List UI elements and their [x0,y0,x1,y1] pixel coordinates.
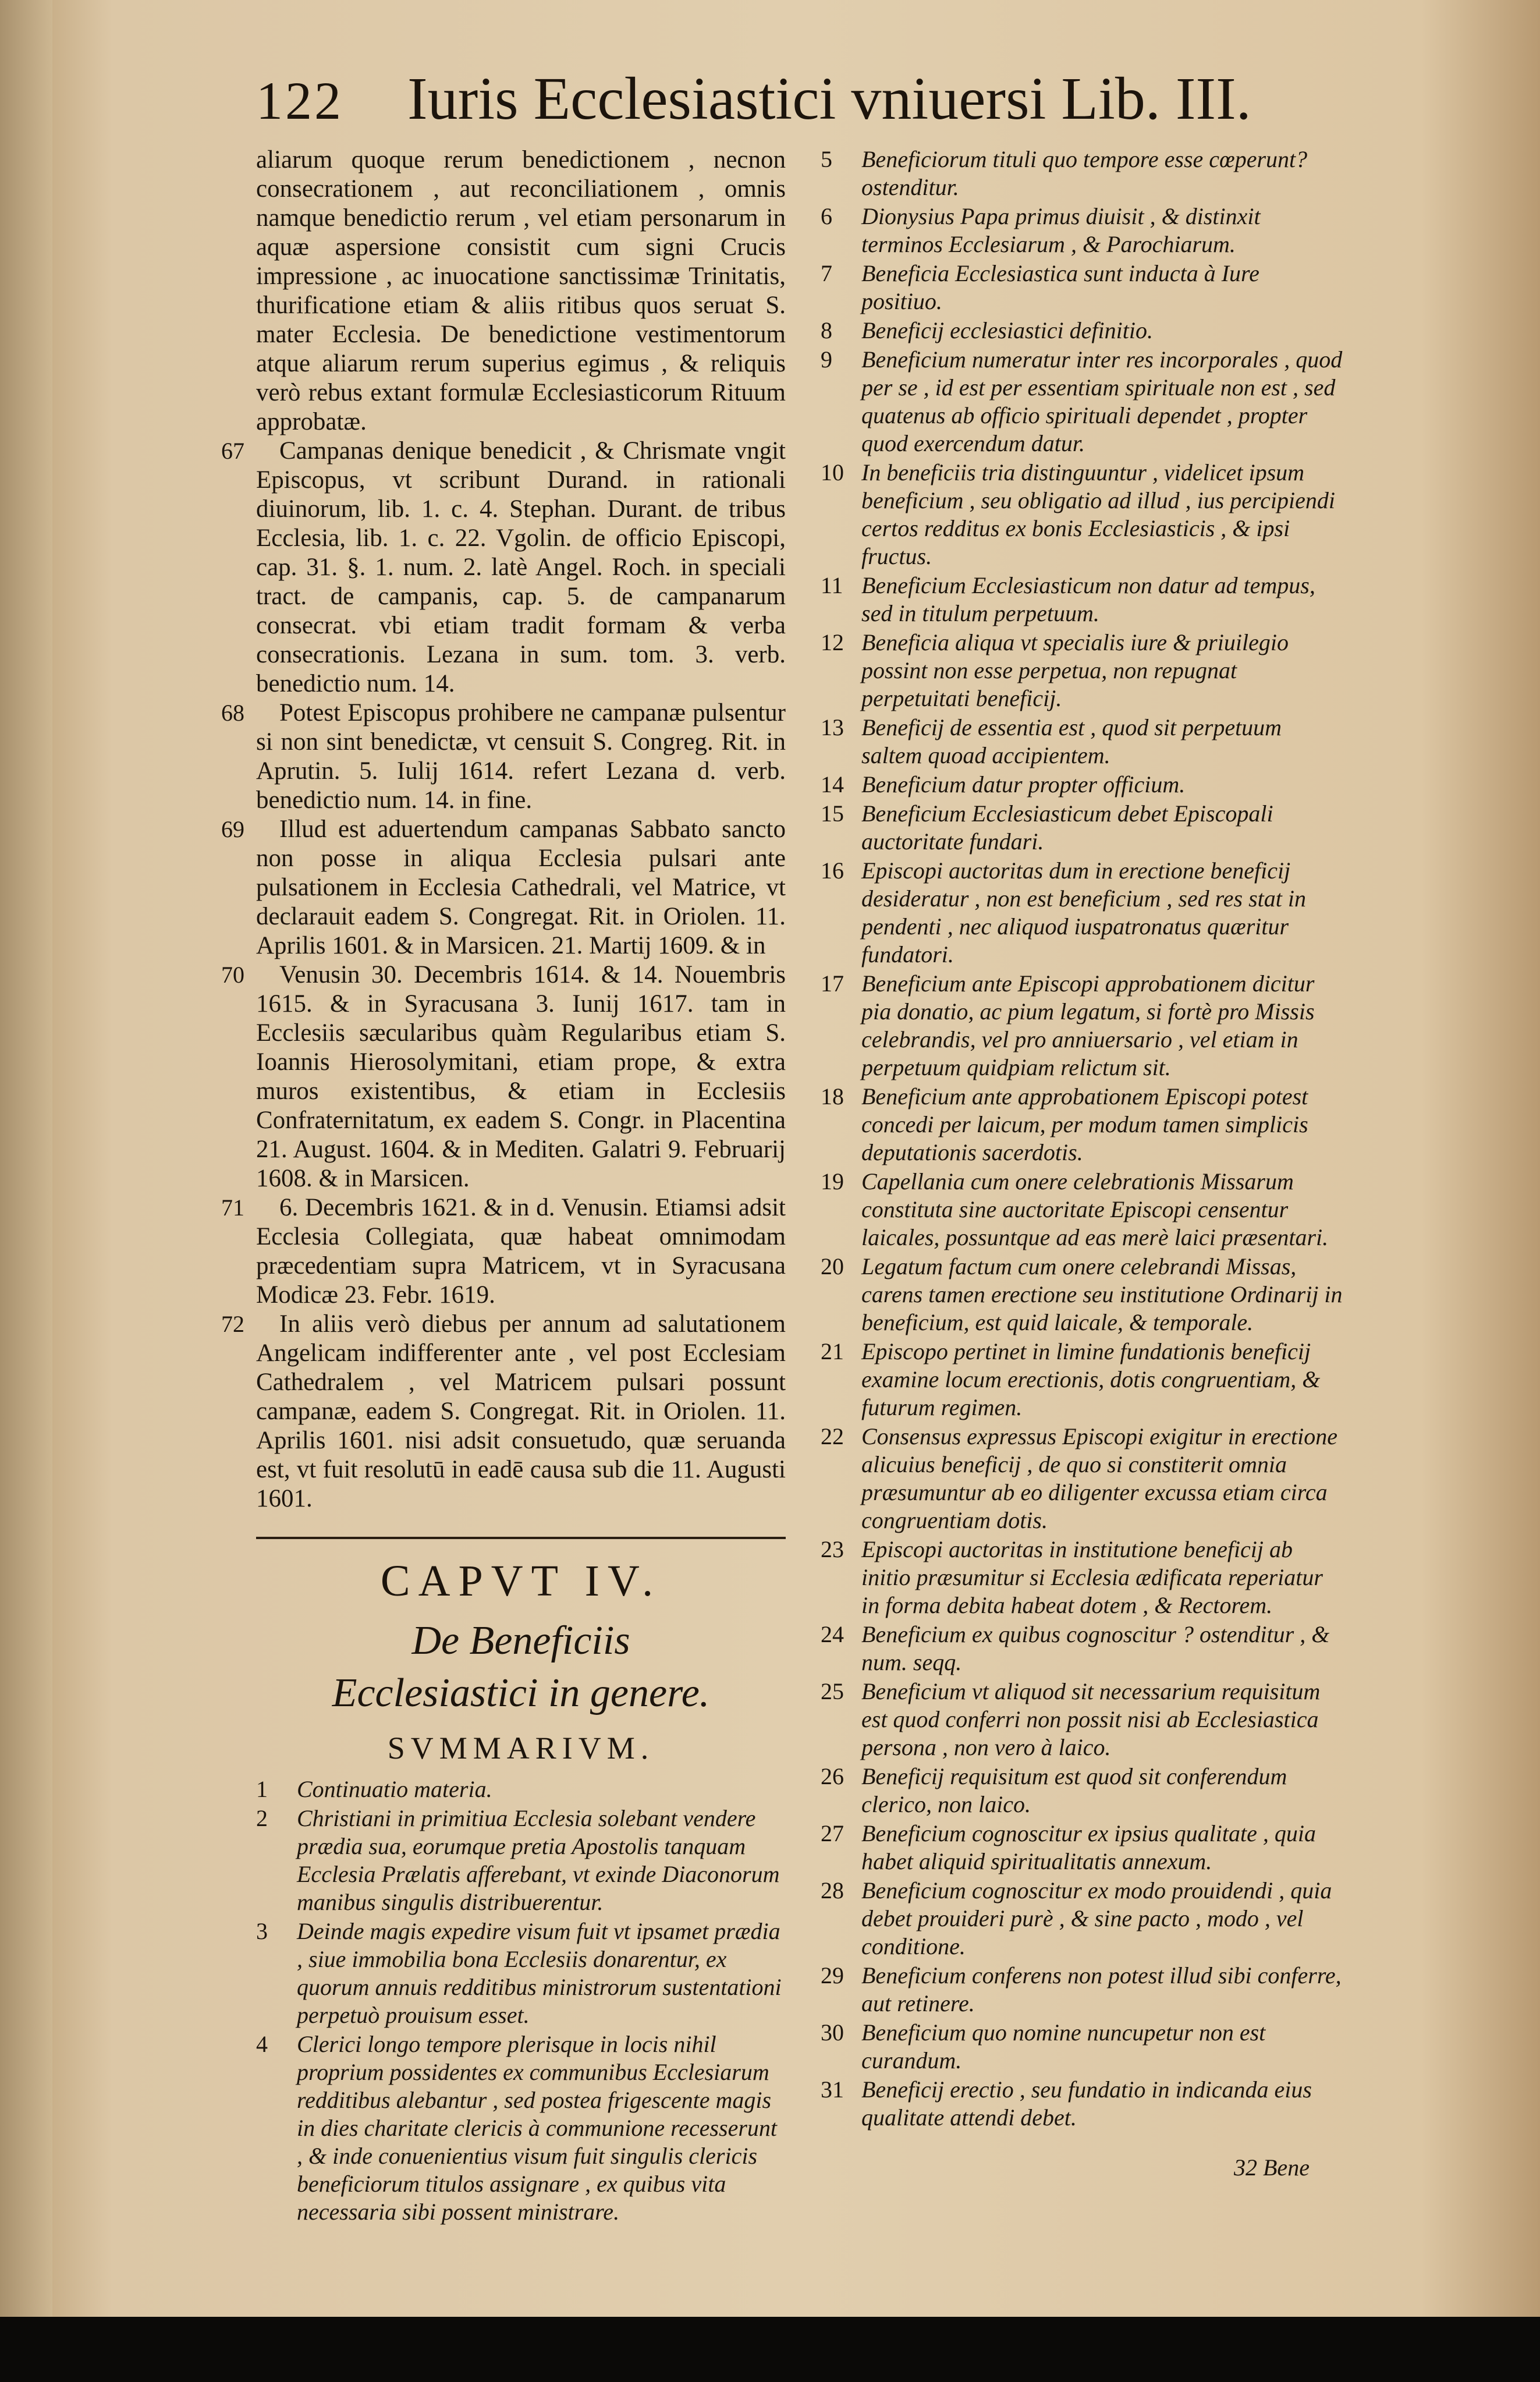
summary-text: Beneficiorum tituli quo tempore esse cœperunt? ostenditur. [861,146,1308,200]
summary-text: Beneficium numeratur inter res incorporales , quod per se , id est per essentiam spirituale non est , sed quatenus ab officio spirituali dependet , propter quod exercendum datur. [861,346,1343,456]
summary-item [256,1805,786,1916]
summary-item [821,629,1344,713]
summary-number: 24 [821,1621,844,1647]
page-gutter-shadow [0,0,52,2317]
right-column [821,146,1344,2133]
margin-number: 70 [221,962,244,988]
summary-number: 30 [821,2019,844,2046]
summary-text: Beneficij ecclesiastici definitio. [861,317,1153,343]
summary-text: Continuatio materia. [297,1776,492,1802]
summary-item [821,459,1344,570]
summary-text: Dionysius Papa primus diuisit , & distinxit terminos Ecclesiarum , & Parochiarum. [861,203,1261,257]
page-number: 122 [256,71,343,130]
summary-item [821,1678,1344,1761]
summary-number: 13 [821,714,844,740]
summary-item [821,2019,1344,2075]
summary-item [821,857,1344,969]
summary-item [821,1820,1344,1876]
summary-item [821,714,1344,770]
summary-text: Christiani in primitiua Ecclesia solebant vendere prædia sua, eorumque pretia Apostolis tanquam Ecclesia Prælatis afferebant, vt exinde Diaconorum manibus singulis distribuerentur. [297,1805,780,1915]
summary-item [821,203,1344,258]
summary-number: 15 [821,800,844,827]
summary-number: 20 [821,1253,844,1279]
running-title: Iuris Ecclesiastici vniuersi Lib. III. [407,65,1251,132]
body-paragraph [221,960,786,1193]
summary-item [821,1621,1344,1676]
summary-text: Episcopi auctoritas in institutione beneficij ab initio præsumitur si Ecclesia ædificata reperiatur in forma debita habeat dotem , & Rectorem. [861,1536,1323,1618]
summary-number: 12 [821,629,844,655]
summary-text: Beneficium Ecclesiasticum non datur ad tempus, sed in titulum perpetuum. [861,572,1315,626]
summary-number: 31 [821,2076,844,2103]
summary-text: Beneficia aliqua vt specialis iure & priuilegio possint non esse perpetua, non repugnat perpetuitati beneficij. [861,629,1289,711]
paragraph-text: Illud est aduertendum campanas Sabbato sancto non posse in aliqua Ecclesia pulsari ante pulsationem in Ecclesia Cathedrali, vel Matrice, vt declarauit eadem S. Congregat. Rit. in Oriolen. 11. Aprilis 1601. & in Marsicen. 21. Martij 1609. & in [256,816,786,959]
summary-item [821,572,1344,628]
margin-number: 68 [221,700,244,726]
scan-bottom-border [0,2317,1540,2382]
summary-text: Deinde magis expedire visum fuit vt ipsamet prædia , siue immobilia bona Ecclesiis donarentur, ex quorum annuis redditibus ministrorum sustentationi perpetuò prouisum esset. [297,1918,782,2028]
summary-number: 9 [821,346,832,373]
summary-item [821,1962,1344,2018]
summary-number: 17 [821,970,844,997]
body-paragraph [221,815,786,960]
body-paragraph [221,1310,786,1513]
margin-number: 71 [221,1194,244,1221]
right-summary-list [821,146,1344,2132]
summary-number: 19 [821,1168,844,1194]
body-paragraph [221,1193,786,1310]
summary-text: Episcopi auctoritas dum in erectione beneficij desideratur , non est beneficium , sed res stat in pendenti , nec aliquod iuspatronatus quæritur fundatori. [861,857,1306,967]
paragraph-text: In aliis verò diebus per annum ad salutationem Angelicam indifferenter ante , vel post Ecclesiam Cathedralem , vel Matricem pulsari possunt campanæ, eadem S. Congregat. Rit. in Oriolen. 11. Aprilis 1601. nisi adsit consuetudo, quæ seruanda est, vt fuit resolutū in eadē causa sub die 11. Augusti 1601. [256,1310,786,1512]
summary-item [821,970,1344,1082]
chapter-rule [256,1537,786,1539]
summary-number: 3 [256,1918,268,1944]
summary-text: Beneficium ex quibus cognoscitur ? ostenditur , & num. seqq. [861,1621,1330,1675]
summary-item [821,1763,1344,1819]
summary-text: Beneficium ante Episcopi approbationem dicitur pia donatio, ac pium legatum, si fortè pro Missis celebrandis, vel pro anniuersario , vel etiam in perpetuum quidpiam relictum sit. [861,970,1315,1080]
body-paragraph [256,146,786,437]
summary-number: 16 [821,857,844,884]
chapter-heading: CAPVT IV. [380,1557,662,1605]
left-paragraphs [221,146,786,1513]
page-header [256,47,1362,146]
summary-text: Beneficium ante approbationem Episcopi potest concedi per laicum, per modum tamen simplicis deputationis sacerdotis. [861,1083,1308,1165]
summary-item [821,2076,1344,2132]
paragraph-text: 6. Decembris 1621. & in d. Venusin. Etiamsi adsit Ecclesia Collegiata, quæ habeat omnimodam præcedentiam supra Matricem, vt in Syracusana Modicæ 23. Febr. 1619. [256,1194,786,1309]
margin-number: 69 [221,816,244,842]
summary-item [821,317,1344,345]
summary-item [256,2030,786,2226]
summary-text: Legatum factum cum onere celebrandi Missas, carens tamen erectione seu institutione Ordinarij in beneficium, est quid laicale, & temporale. [861,1253,1343,1335]
paragraph-text: Campanas denique benedicit , & Chrismate vngit Episcopus, vt scribunt Durand. in rationali diuinorum, lib. 1. c. 4. Stephan. Durant. de tribus Ecclesia, lib. 1. c. 22. Vgolin. de officio Episcopi, cap. 31. §. 1. num. 2. latè Angel. Roch. in speciali tract. de campanis, cap. 5. de campanarum consecrat. vbi etiam tradit formam & verba consecrationis. Lezana in sum. tom. 3. verb. benedictio num. 14. [256,437,786,697]
catchword: 32 Bene [1234,2154,1310,2181]
summary-item [821,146,1344,201]
summary-number: 18 [821,1083,844,1110]
summary-item [821,260,1344,316]
summary-number: 5 [821,146,832,172]
summary-number: 6 [821,203,832,229]
summary-item [821,1083,1344,1167]
paragraph-text: aliarum quoque rerum benedictionem , necnon consecrationem , aut reconciliationem , omnis namque benedictio rerum , vel etiam personarum in aquæ aspersione consistit cum signi Crucis impressione , ac inuocatione sanctissimæ Trinitatis, thurificatione etiam & aliis ritibus quos seruat S. mater Ecclesia. De benedictione vestimentorum atque aliarum rerum superius egimus , & reliquis verò rebus extant formulæ Ecclesiasticorum Rituum approbatæ. [256,146,786,435]
paragraph-text: Venusin 30. Decembris 1614. & 14. Nouembris 1615. & in Syracusana 3. Iunij 1617. tam in Ecclesiis sæcularibus quàm Regularibus etiam S. Ioannis Hierosolymitani, etiam prope, & extra muros existentibus, & etiam in Ecclesiis Confraternitatum, ex eadem S. Congr. in Placentina 21. August. 1604. & in Mediten. Galatri 9. Februarij 1608. & in Marsicen. [256,961,786,1192]
summary-text: Beneficij de essentia est , quod sit perpetuum saltem quoad accipientem. [861,714,1282,768]
summary-text: Beneficij requisitum est quod sit conferendum clerico, non laico. [861,1763,1287,1817]
summary-heading: SVMMARIVM. [387,1731,655,1766]
summary-text: Beneficium datur propter officium. [861,771,1186,797]
summary-item [821,1536,1344,1619]
summary-item [821,771,1344,799]
paragraph-text: Potest Episcopus prohibere ne campanæ pulsentur si non sint benedictæ, vt censuit S. Congreg. Rit. in Aprutin. 5. Iulij 1614. refert Lezana d. verb. benedictio num. 14. in fine. [256,699,786,814]
summary-text: Beneficium conferens non potest illud sibi conferre, aut retinere. [861,1962,1342,2016]
summary-text: Consensus expressus Episcopi exigitur in erectione alicuius beneficij , de quo si constiterit omnia præsumuntur ab eo diligenter excussa etiam circa congruentiam dotis. [861,1423,1338,1533]
summary-text: Beneficium vt aliquod sit necessarium requisitum est quod conferri non possit nisi ab Ecclesiastica persona , non vero à laico. [861,1678,1321,1760]
summary-text: Episcopo pertinet in limine fundationis beneficij examine locum erectionis, dotis congruentiam, & futurum regimen. [861,1338,1321,1420]
body-paragraph [221,437,786,699]
summary-text: Beneficium Ecclesiasticum debet Episcopali auctoritate fundari. [861,800,1273,855]
summary-number: 10 [821,459,844,485]
summary-text: Beneficium cognoscitur ex ipsius qualitate , quia habet aliquid spiritualitatis annexum. [861,1820,1316,1874]
summary-item [256,1775,786,1803]
summary-item [821,1168,1344,1252]
summary-number: 21 [821,1338,844,1364]
summary-text: Beneficium quo nomine nuncupetur non est curandum. [861,2019,1266,2073]
chapter-block [256,1537,786,1766]
summary-number: 23 [821,1536,844,1562]
summary-text: Beneficium cognoscitur ex modo prouidendi , quia debet prouideri purè , & sine pacto , modo , vel conditione. [861,1877,1332,1959]
chapter-title: De Beneficiis Ecclesiastici in genere. [332,1618,710,1715]
summary-item [821,1253,1344,1337]
summary-number: 7 [821,260,832,286]
summary-text: Capellania cum onere celebrationis Missarum constituta sine auctoritate Episcopi censentur laicales, possuntque ad eas merè laici præsentari. [861,1168,1329,1250]
body-paragraph [221,699,786,815]
summary-text: In beneficiis tria distinguuntur , videlicet ipsum beneficium , seu obligatio ad illud , ius percipiendi certos redditus ex bonis Ecclesiasticis , & ipsi fructus. [861,459,1335,569]
summary-text: Clerici longo tempore plerisque in locis nihil proprium possidentes ex communibus Ecclesiarum redditibus alebantur , sed postea frigescente magis in dies charitate clericis à communione recesserunt , & inde conuenientius visum fuit singulis clericis beneficiorum titulos assignare , ex quibus vita necessaria sibi possent ministrare. [297,2031,777,2225]
summary-item [821,1423,1344,1534]
summary-text: Beneficij erectio , seu fundatio in indicanda eius qualitate attendi debet. [861,2076,1312,2131]
summary-number: 2 [256,1805,268,1831]
summary-number: 1 [256,1776,268,1802]
summary-number: 22 [821,1423,844,1449]
summary-text: Beneficia Ecclesiastica sunt inducta à Iure positiuo. [861,260,1259,314]
summary-number: 4 [256,2031,268,2057]
summary-item [821,800,1344,856]
summary-number: 8 [821,317,832,343]
margin-number: 67 [221,438,244,464]
summary-number: 11 [821,572,843,598]
summary-item [821,346,1344,458]
margin-number: 72 [221,1311,244,1337]
summary-number: 29 [821,1962,844,1988]
summary-number: 14 [821,771,844,797]
left-summary-list [256,1775,786,2226]
summary-number: 27 [821,1820,844,1846]
summary-item [256,1917,786,2029]
summary-item [821,1338,1344,1422]
summary-number: 26 [821,1763,844,1789]
summary-number: 25 [821,1678,844,1704]
left-column [221,146,786,2227]
summary-number: 28 [821,1877,844,1904]
summary-item [821,1877,1344,1961]
